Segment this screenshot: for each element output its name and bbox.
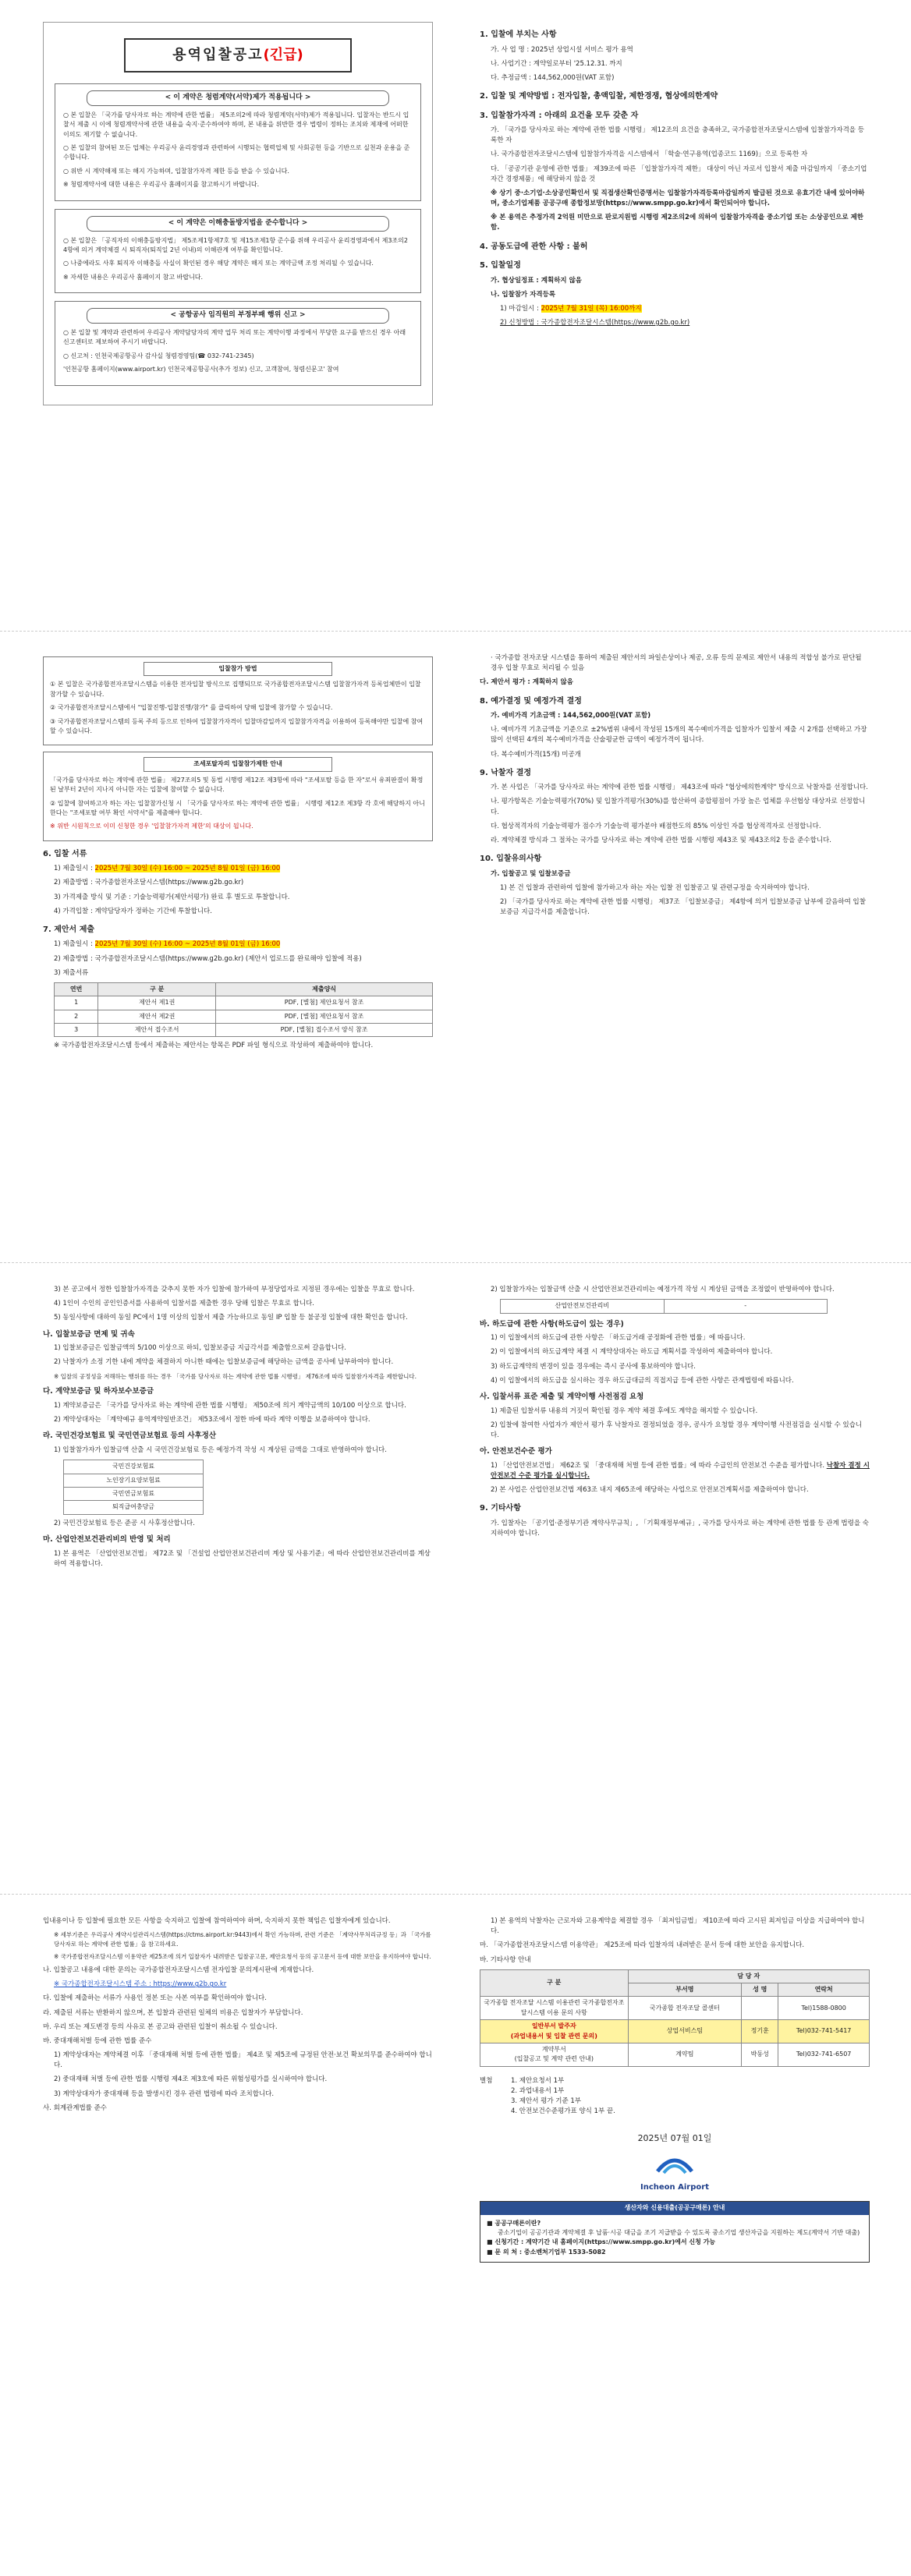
submission-method: 2) 제출방법 : 국가종합전자조달시스템(https://www.g2b.go.kr) (54, 879, 244, 887)
section-heading: 8. 예가결정 및 예정가격 결정 (480, 696, 582, 706)
box-title: 입찰참가 방법 (144, 662, 332, 676)
notice-title: < 공항공사 임직원의 부정부패 행위 신고 > (87, 308, 389, 324)
caution-note: ※ 국가종합전자조달시스템 이용약관 제25조에 의거 입찰자가 내려받은 입찰공고문, 제안요청서 등의 공고문서 등에 대한 보안을 유지하여야 합니다. (54, 1953, 431, 1961)
attachment-item: 2. 과업내용서 1부 (511, 2086, 565, 2095)
caution-item: 2) 입찰참가자는 입찰금액 산출 시 산업안전보건관리비는 예정가격 작성 시 계상된 금액을 조정없이 반영하여야 합니다. (491, 1286, 835, 1293)
attachments (480, 2076, 870, 2118)
caution-item: 1) 이 입찰에서의 하도급에 관한 사항은 「하도급거래 공정화에 관한 법률」에 따릅니다. (491, 1334, 746, 1343)
section-heading: 10. 입찰유의사항 (480, 855, 542, 864)
notice-note: ※ 자세한 내용은 우리공사 홈페이지 참고 바랍니다. (63, 273, 204, 281)
section-heading: 6. 입찰 서류 (43, 849, 87, 858)
caution-item: 다. 입찰에 제출하는 서류가 사용인 정본 또는 사본 여부를 확인하여야 합니다. (43, 1994, 267, 2003)
caution-item: 1) 본 용역은 「산업안전보건법」 제72조 및 「건설업 산업안전보건관리비 계상 및 사용기준」에 따라 산업안전보건관리비를 계상하여 적용합니다. (54, 1549, 431, 1568)
notice-text: ○ 본 입찰은 「공직자의 이해충돌방지법」 제5조제1항제7호 및 제15조제1항 준수를 위해 우리공사 윤리경영과에서 제3조의2 4항에 의거 계약체결 시 퇴직자(퇴직일 2년 이내)의 이해관계 여부를 확인합니다. (63, 236, 408, 253)
table-header: 성 명 (742, 1983, 778, 1997)
caution-item: 1) 「산업안전보건법」 제62조 및 「중대재해 처벌 등에 관한 법률」에 따라 수급인의 안전보건 수준을 평가합니다. 낙찰자 결정 시 안전보건 수준 평가를 실시합니다. (491, 1461, 870, 1481)
tax-evasion-box (43, 752, 433, 840)
airport-logo-icon (651, 2151, 698, 2178)
section-heading: 4. 공동도급에 관한 사항 : 불허 (480, 242, 588, 251)
project-name: 가. 사 업 명 : 2025년 상업시설 서비스 평가 용역 (491, 45, 633, 54)
section-heading: 5. 입찰일정 (480, 261, 521, 271)
caution-item: 4) 1인이 수인의 공인인증서를 사용하여 입찰서를 제출한 경우 당해 입찰은 무효로 합니다. (54, 1300, 314, 1308)
caution-item: 가. 입찰자는 「공기업·준정부기관 계약사무규칙」, 「기획재정부예규」, 국가를 당사자로 하는 계약에 관한 법률 등 관계 법령을 숙지하여야 합니다. (491, 1519, 869, 1538)
estimated-amount: 다. 추정금액 : 144,562,000원(VAT 포함) (491, 73, 615, 82)
qualification-item: 나. 국가종합전자조달시스템에 입찰참가자격을 시스템에서 「학술·연구용역(업종코드 1169)」으로 등록한 자 (491, 150, 808, 159)
caution-item: 사. 회계관계법률 준수 (43, 2104, 108, 2112)
caution-item: 마. 우리 또는 제도변경 등의 사유로 본 공고와 관련된 입찰이 취소될 수 있습니다. (43, 2022, 278, 2031)
subsection-heading: 다. 계약보증금 및 하자보수보증금 (43, 1387, 154, 1396)
notice-text: ○ 본 입찰 및 계약과 관련하여 우리공사 계약담당자의 계약 업무 처리 또는 계약이행 과정에서 부당한 요구를 받으신 경우 아래 신고센터로 제보하여 주시기 바랍니다. (63, 329, 406, 346)
caution-item: 바. 기타사항 안내 (480, 1955, 531, 1964)
notice-text: ○ 위반 시 계약해제 또는 해지 가능하며, 입찰참가자격 제한 등을 받을 수 있습니다. (63, 167, 289, 175)
subsection-heading: 나. 입찰보증금 면제 및 귀속 (43, 1329, 135, 1339)
announcement-date: 2025년 07월 01일 (637, 2132, 712, 2143)
caution-item: 라. 제출된 서류는 반환하지 않으며, 본 입찰과 관련된 일체의 비용은 입찰자가 부담합니다. (43, 2008, 303, 2017)
table-row: 계약부서 (입찰공고 및 계약 관련 안내) 계약팀 박동성 Tel)032-741-6507 (480, 2043, 870, 2067)
caution-item: 2) 낙찰자가 소정 기한 내에 계약을 체결하지 아니한 때에는 입찰보증금에 해당하는 금액을 공사에 납부하여야 합니다. (54, 1358, 394, 1367)
caution-item: 2) 「국가를 당사자로 하는 계약에 관한 법률 시행령」 제37조 「입찰보증금」 제4항에 의거 입찰보증금 납부에 갈음하여 입찰보증금 지급각서를 제출합니다. (500, 897, 866, 917)
conflict-of-interest-notice (55, 209, 421, 294)
price-method: 나. 예비가격 기초금액을 기준으로 ±2%범위 내에서 작성된 15개의 복수예비가격을 입찰자가 입찰서 제출 시 2개를 선택하고 가장 많이 선택된 4개의 복수예비가격을 산술평균한 금액이 예정가격이 됩니다. (491, 726, 867, 745)
section-heading: 9. 낙찰자 결정 (480, 768, 532, 777)
proposal-method: 2) 제출방법 : 국가종합전자조달시스템(https://www.g2b.go.kr) (제안서 업로드를 완료해야 입찰에 적용) (54, 954, 362, 963)
caution-item: 2) 국민건강보험료 등은 준공 시 사후정산합니다. (54, 1519, 195, 1527)
section-heading: 9. 기타사항 (480, 1504, 521, 1513)
submission-date: 1) 제출일시 : 2025년 7월 30일 (수) 16:00 ~ 2025년 8월 01일 (금) 16:00 (54, 865, 281, 873)
qualification-note: ※ 본 용역은 추정가격 2억원 미만으로 판로지원법 시행령 제2조의2에 의하여 입찰참가자격을 중소기업 또는 소상공인으로 제한함. (491, 214, 863, 232)
caution-item: 2) 계약상대자는 「계약예규 용역계약일반조건」 제53조에서 정한 바에 따라 계약 이행을 보증하여야 합니다. (54, 1416, 370, 1424)
page4-right-column (480, 1916, 870, 2263)
registration-method[interactable]: 2) 신청방법 : 국가종합전자조달시스템(https://www.g2b.go.kr) (500, 319, 690, 327)
box-text: ③ 국가종합전자조달시스템의 등록 주의 등으로 인하여 입찰참가자격이 입찰마감일까지 입찰참가자격을 이용하여 등록해야만 입찰에 참여할 수 있습니다. (50, 717, 424, 734)
page3-right-column (480, 1285, 870, 1543)
subsection-heading: 라. 국민건강보험료 및 국민연금보험료 등의 사후정산 (43, 1431, 217, 1441)
notice-title: < 이 계약은 이해충돌방지법을 준수합니다 > (87, 216, 389, 232)
table-header: 연번 (55, 982, 98, 996)
integrity-contract-notice (55, 83, 421, 201)
attachment-item: 1. 제안요청서 1부 (511, 2076, 565, 2085)
safety-cost-table (500, 1299, 828, 1313)
table-row: 노인장기요양보험료 (64, 1474, 204, 1487)
table-row: 국민연금보험료 (64, 1487, 204, 1500)
table-row: 일반부서 발주자 (과업내용서 및 입찰 관련 문의) 상업서비스팀 정기훈 Tel)032-741-5417 (480, 2020, 870, 2043)
caution-item: 2) 본 사업은 산업안전보건법 제63조 내지 제65조에 해당하는 사업으로 안전보건계획서를 제출하여야 합니다. (491, 1486, 809, 1495)
table-row: 퇴직급여충당금 (64, 1501, 204, 1514)
schedule-item: 나. 입찰참가 자격등록 (491, 290, 556, 299)
schedule-item: 가. 협상일정표 : 계획하지 않음 (491, 276, 582, 285)
attachments-list (511, 2076, 615, 2118)
caution-item: 4) 이 입찰에서의 하도급을 실시하는 경우 하도급대금의 직접지급 등에 관한 사항은 관계법령에 따릅니다. (491, 1376, 794, 1385)
caution-item: 3) 본 공고에서 정한 입찰참가자격을 갖추지 못한 자가 입찰에 참가하여 부정당업자로 지정된 경우에는 입찰을 무효로 합니다. (54, 1286, 415, 1293)
insurance-table-wrap (43, 1460, 204, 1515)
incheon-airport-logo (480, 2151, 870, 2194)
caution-item: 나. 입찰공고 내용에 대한 문의는 국가종합전자조달시스템 전자입찰 문의게시판에 게재합니다. (43, 1966, 314, 1975)
qualification-item: 다. 「공공기관 운영에 관한 법률」 제39조에 따른 「입찰참가자격 제한」 대상이 아닌 자로서 입찰서 제출 마감일까지 「중소기업자간 경쟁제품」에 해당하지 않을 것 (491, 165, 867, 183)
box-title: 조세포탈자의 입찰참가제한 안내 (144, 757, 332, 771)
caution-item: 바. 중대재해처벌 등에 관한 법률 준수 (43, 2036, 152, 2045)
page-1 (0, 0, 911, 632)
section-heading: 1. 입찰에 부치는 사항 (480, 30, 557, 39)
notice-text: ○ 나중에라도 사후 퇴직자 이해충돌 사실이 확인된 경우 해당 계약은 해지 또는 계약금액 조정 처리될 수 있습니다. (63, 260, 374, 267)
page2-left-column (43, 653, 433, 1056)
table-row: 국민건강보험료 (64, 1460, 204, 1474)
notice-text: ○ 본 입찰의 참여된 모든 업체는 우리공사 윤리경영과 관련하여 시행되는 협력업체 및 사회공헌 등을 기반으로 실천과 운용을 준수합니다. (63, 144, 410, 161)
project-period: 나. 사업기간 : 계약일로부터 '25.12.31. 까지 (491, 59, 622, 68)
box-text: ② 입찰에 참여하고자 하는 자는 입찰참가신청 시 「국가를 당사자로 하는 계약에 관한 법률」 시행령 제12조 제3항 각 호에 해당하지 아니한다는 "조세포탈 여부 확인 서약서"를 제출해야 합니다. (50, 799, 425, 816)
notice-text: ○ 본 입찰은 「국가를 당사자로 하는 계약에 관한 법률」 제5조의2에 따라 청렴계약(서약)제가 적용됩니다. 입찰자는 반드시 입찰서 제출 시 이에 청렴계약서에 관한 내용을 숙지·준수하여야 하며, 본 내용을 위반한 경우 법령이 정하는 조치와 제재에 어떠한 이의도 제기할 수 없습니다. (63, 111, 409, 138)
subsection-heading: 가. 입찰공고 및 입찰보증금 (491, 869, 571, 878)
page4-left-column (43, 1916, 433, 2118)
page1-left-column (43, 22, 433, 405)
caution-item: 2) 입찰에 참여한 사업자가 제안서 평가 후 낙찰자로 결정되었을 경우, 공사가 요청할 경우 계약이행 사전점검을 실시할 수 있습니다. (491, 1421, 863, 1440)
table-header: 담 당 자 (628, 1969, 869, 1983)
box-text: 중소기업이 공공기관과 계약체결 후 납품·시공 대금을 조기 지급받을 수 있도록 중소기업 생산자금을 지원하는 제도(계약서 기반 대출) (498, 2229, 860, 2236)
attachment-item: 3. 제안서 평가 기준 1부 (511, 2097, 582, 2106)
proposal-note: ※ 국가종합전자조달시스템 등에서 제출하는 제안서는 항목은 PDF 파일 형식으로 작성하여 제출하여야 합니다. (54, 1042, 374, 1050)
box-note: ※ 위반 시원칙으로 이미 신청한 경우 '입찰참가자격 제한'의 대상이 됩니다. (50, 823, 253, 830)
caution-item: 3) 하도급계약의 변경이 있을 경우에는 즉시 공사에 통보하여야 합니다. (491, 1362, 696, 1371)
safety-cost-table-wrap (480, 1299, 828, 1313)
section-heading: 7. 제안서 제출 (43, 925, 95, 934)
caution-item: 1) 계약보증금은 「국가를 당사자로 하는 계약에 관한 법률 시행령」 제50조에 의거 계약금액의 10/100 이상으로 합니다. (54, 1401, 406, 1410)
contact-table (480, 1969, 870, 2067)
table-row: 1 제안서 제1권 PDF, [별첨] 제안요청서 참조 (55, 996, 433, 1010)
documents-table (54, 982, 433, 1038)
caution-item: 입내용이나 등 입찰에 필요한 모든 사항을 숙지하고 입찰에 참여하여야 하며, 숙지하지 못한 책임은 입찰자에게 있습니다. (43, 1917, 391, 1925)
notice-text: '인천공항 홈페이지(www.airport.kr) 인천국제공항공사(추가 정보) 신고, 고객참여, 청렴신문고' 참여 (63, 366, 339, 373)
notice-frame (43, 22, 433, 405)
award-item: 다. 협상적격자의 기술능력평가 점수가 기술능력 평가분야 배점한도의 85% 이상인 자를 협상적격자로 선정합니다. (491, 822, 821, 830)
notice-text: ○ 신고처 : 인천국제공항공사 감사실 청렴경영팀(☎ 032-741-2345) (63, 352, 254, 359)
table-row: 산업안전보건관리비 - (501, 1300, 828, 1313)
box-text: ② 국가종합전자조달시스템에서 "입찰진행-입찰진행/참가" 를 클릭하여 당해 입찰에 참가할 수 있습니다. (50, 704, 333, 712)
caution-item: 2) 중대재해 처벌 등에 관한 법률 시행령 제4조 제3호에 따른 위험성평가를 실시하여야 합니다. (54, 2075, 328, 2084)
corruption-report-notice (55, 301, 421, 386)
attachments-block (480, 2076, 870, 2118)
documents-table-wrap (43, 982, 433, 1038)
table-row: 국가종합 전자조달 시스템 이용관련 국가종합전자조달시스템 이용 문의 사항 국가종합 전자조달 콜센터 Tel)1588-0800 (480, 1997, 870, 2020)
public-purchase-loan-box (480, 2201, 870, 2263)
caution-item: 마. 「국가종합전자조달시스템 이용약관」 제25조에 따라 입찰자의 내려받은 문서 등에 대한 보안을 유지합니다. (480, 1941, 805, 1950)
caution-item: 2) 이 입찰에서의 하도급계약 체결 시 계약상대자는 하도급 계획서를 작성하여 제출하여야 합니다. (491, 1348, 773, 1357)
section-heading: 3. 입찰참가자격 : 아래의 요건을 모두 갖춘 자 (480, 111, 639, 120)
proposal-date: 1) 제출일시 : 2025년 7월 30일 (수) 16:00 ~ 2025년 8월 01일 (금) 16:00 (54, 940, 281, 949)
notice-note: ※ 청렴계약서에 대한 내용은 우리공사 홈페이지를 참고하시기 바랍니다. (63, 181, 260, 189)
base-price: 가. 예비가격 기초금액 : 144,562,000원(VAT 포함) (491, 712, 651, 720)
section-heading: 2. 입찰 및 계약방법 : 전자입찰, 총액입찰, 제한경쟁, 협상에의한계약 (480, 92, 718, 101)
table-header: 부서명 (628, 1983, 741, 1997)
table-row: 3 제안서 접수조서 PDF, [별첨] 접수조서 양식 참조 (55, 1024, 433, 1037)
table-header: 구 분 (98, 982, 216, 996)
box-text: ■ 신청기간 : 계약기간 내 홈페이지(https://www.smpp.go.kr)에서 신청 가능 (487, 2238, 716, 2246)
page2-right-column (480, 653, 870, 922)
page-2 (0, 632, 911, 1263)
price-bid: 4) 가격입찰 : 계약담당자가 정하는 기간에 투찰합니다. (54, 907, 212, 915)
box-title: 생산자와 신용대출(공공구매론) 안내 (480, 2202, 869, 2214)
table-row: 2 제안서 제2권 PDF, [별첨] 제안요청서 참조 (55, 1010, 433, 1023)
caution-item: 1) 본 건 입찰과 관련하여 입찰에 참가하고자 하는 자는 입찰 전 입찰공고 및 관련규정을 숙지하여야 합니다. (500, 883, 810, 892)
page3-left-column (43, 1285, 433, 1573)
proposal-docs: 3) 제출서류 (54, 968, 89, 977)
subsection-heading: 마. 산업안전보건관리비의 반영 및 처리 (43, 1534, 171, 1544)
box-text: ① 본 입찰은 국가종합전자조달시스템을 이용한 전자입찰 방식으로 집행되므로 국가종합전자조달시스템 입찰참가자격 등록업체만이 입찰참가할 수 있습니다. (50, 681, 421, 698)
subsection-heading: 바. 하도급에 관한 사항(하도급이 있는 경우) (480, 1319, 624, 1329)
caution-note: ※ 세부기준은 우리공사 계약시설관리시스템(https://ctms.airport.kr:9443)에서 확인 가능하며, 관련 기준은 「계약사무처리규정 등」과 「국가를 당사자로 하는 계약에 관한 법률」을 참고하세요. (54, 1931, 431, 1948)
award-item: 가. 본 사업은 「국가를 당사자로 하는 계약에 관한 법률 시행령」 제43조에 따라 "협상에의한계약" 방식으로 낙찰자를 선정합니다. (491, 784, 868, 792)
page-3 (0, 1263, 911, 1895)
caution-item: 1) 제출된 입찰서류 내용의 거짓이 확인될 경우 계약 체결 후에도 계약을 해지할 수 있습니다. (491, 1407, 758, 1415)
attachment-item: 4. 안전보건수준평가표 양식 1부 끝. (511, 2107, 615, 2116)
page-4 (0, 1895, 911, 2576)
qualification-note: ※ 상기 중·소기업·소상공인확인서 및 직접생산확인증명서는 입찰참가자격등록마감일까지 발급된 것으로 유효기간 내에 있어야하며, 중소기업제품 공공구매 종합정보망(https://www.smpp.go.kr)에서 확인되어야 합니다. (491, 189, 865, 208)
caution-note: ※ 입찰의 공정성을 저해하는 행위를 하는 경우 「국가를 당사자로 하는 계약에 관한 법률 시행령」 제76조에 따라 입찰참가자격을 제한합니다. (54, 1372, 417, 1380)
page1-right-column (480, 22, 870, 332)
box-text: ■ 공공구매론이란? (487, 2219, 541, 2227)
attachments-label: 별첨 (480, 2076, 493, 2085)
caution-item: 1) 계약상대자는 계약체결 이후 「중대재해 처벌 등에 관한 법률」 제4조 및 제5조에 규정된 안전·보건 확보의무를 준수하여야 합니다. (54, 2051, 432, 2070)
caution-item: 1) 입찰보증금은 입찰금액의 5/100 이상으로 하되, 입찰보증금 지급각서를 제출함으로써 갈음합니다. (54, 1344, 346, 1353)
announcement-title: 용역입찰공고(긴급) (55, 38, 421, 73)
logo-text: Incheon Airport (640, 2182, 709, 2192)
table-header: 연락처 (778, 1983, 870, 1997)
award-item: 나. 평가항목은 기술능력평가(70%) 및 입찰가격평가(30%)를 합산하여 종합평점이 가장 높은 업체를 우선협상 대상자로 선정합니다. (491, 798, 866, 816)
g2b-link[interactable]: ※ 국가종합전자조달시스템 주소 : https://www.g2b.go.kr (54, 1980, 227, 1989)
box-text: 「국가를 당사자로 하는 계약에 관한 법률」 제27조의5 및 동법 시행령 제12조 제3항에 따라 "조세포탈 등을 한 자"로서 유죄판결이 확정된 날부터 2년이 지나지 아니한 자는 입찰에 참여할 수 없습니다. (50, 776, 424, 794)
award-item: 라. 계약체결 방식과 그 절차는 국가를 당사자로 하는 계약에 관한 법률 시행령 제43조 및 제43조의2 등을 준수합니다. (491, 836, 831, 844)
table-header: 구 분 (480, 1969, 629, 1997)
caution-item: 1) 본 용역의 낙찰자는 근로자와 고용계약을 체결할 경우 「최저임금법」 제10조에 따라 고시된 최저임금 이상을 지급하여야 합니다. (491, 1917, 865, 1936)
caution-item: 3) 계약상대자가 중대재해 등을 발생시킨 경우 관련 법령에 따라 조치합니다. (54, 2089, 275, 2098)
proposal-evaluation: 다. 제안서 평가 : 계획하지 않음 (480, 678, 573, 687)
caution-item: 1) 입찰참가자가 입찰금액 산출 시 국민건강보험료 등은 예정가격 작성 시 계상된 금액을 그대로 반영하여야 합니다. (54, 1445, 387, 1454)
price-method: 3) 가격제출 방식 및 기준 : 기술능력평가(제안서평가) 완료 후 별도로 투찰합니다. (54, 893, 290, 901)
caution-item: 5) 동일사항에 대하여 동일 PC에서 1명 이상의 입찰서 제출 가능하므로 동일 IP 입찰 등 불공정 입찰에 대한 확인을 합니다. (54, 1314, 408, 1322)
box-text: ■ 문 의 처 : 중소벤처기업부 1533-5082 (487, 2248, 606, 2256)
insurance-table (63, 1460, 204, 1515)
table-header: 제출양식 (216, 982, 433, 996)
subsection-heading: 사. 입찰서류 표준 제출 및 계약이행 사전점검 요청 (480, 1392, 644, 1401)
bid-participation-box (43, 656, 433, 745)
registration-deadline: 1) 마감일시 : 2025년 7월 31일 (목) 16:00까지 (500, 304, 642, 313)
price-undisclosed: 다. 복수예비가격(15개) 미공개 (491, 750, 581, 759)
notice-title: < 이 계약은 청렴계약(서약)제가 적용됩니다 > (87, 90, 389, 106)
subsection-heading: 아. 안전보건수준 평가 (480, 1447, 552, 1456)
qualification-item: 가. 「국가를 당사자로 하는 계약에 관한 법률 시행령」 제12조의 요건을 충족하고, 국가종합전자조달시스템에 입찰참가자격을 등록한 자 (491, 126, 864, 145)
proposal-warning: · 국가종합 전자조달 시스템을 통하여 제출된 제안서의 파일손상이나 제공, 오류 등의 문제로 제안서 내용의 적합성 불가로 판단될 경우 입찰 무효로 처리될 수 있음 (491, 654, 862, 673)
